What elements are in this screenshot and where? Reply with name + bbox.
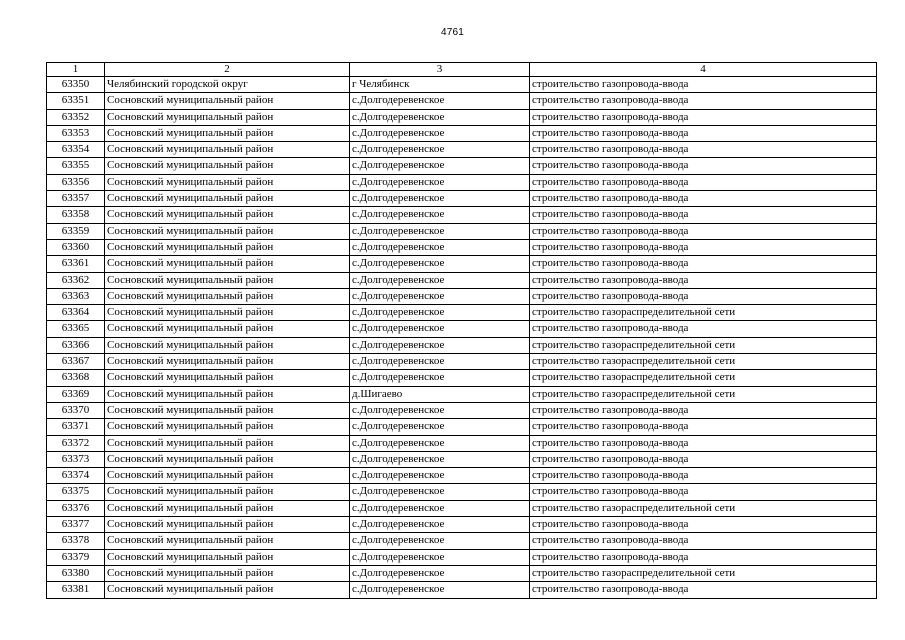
cell-work-type: строительство газораспределительной сети (530, 370, 877, 386)
cell-work-type: строительство газопровода-ввода (530, 419, 877, 435)
cell-work-type: строительство газопровода-ввода (530, 256, 877, 272)
cell-work-type: строительство газораспределительной сети (530, 337, 877, 353)
cell-municipality: Сосновский муниципальный район (105, 582, 350, 598)
cell-municipality: Сосновский муниципальный район (105, 402, 350, 418)
cell-number: 63350 (47, 77, 105, 93)
cell-municipality: Сосновский муниципальный район (105, 191, 350, 207)
cell-number: 63356 (47, 174, 105, 190)
table-row (47, 305, 877, 321)
cell-municipality: Сосновский муниципальный район (105, 337, 350, 353)
cell-settlement: с.Долгодеревенское (350, 272, 530, 288)
cell-work-type: строительство газопровода-ввода (530, 158, 877, 174)
cell-work-type: строительство газопровода-ввода (530, 549, 877, 565)
cell-number: 63364 (47, 305, 105, 321)
cell-settlement: с.Долгодеревенское (350, 533, 530, 549)
table-row (47, 549, 877, 565)
table-row (47, 484, 877, 500)
cell-settlement: с.Долгодеревенское (350, 435, 530, 451)
cell-settlement: с.Долгодеревенское (350, 109, 530, 125)
table-row (47, 451, 877, 467)
table-row (47, 468, 877, 484)
cell-settlement: с.Долгодеревенское (350, 337, 530, 353)
cell-municipality: Сосновский муниципальный район (105, 533, 350, 549)
cell-number: 63379 (47, 549, 105, 565)
cell-municipality: Сосновский муниципальный район (105, 321, 350, 337)
cell-work-type: строительство газопровода-ввода (530, 142, 877, 158)
cell-work-type: строительство газопровода-ввода (530, 174, 877, 190)
cell-number: 63357 (47, 191, 105, 207)
cell-settlement: с.Долгодеревенское (350, 125, 530, 141)
cell-municipality: Сосновский муниципальный район (105, 565, 350, 581)
cell-municipality: Сосновский муниципальный район (105, 288, 350, 304)
cell-municipality: Сосновский муниципальный район (105, 305, 350, 321)
cell-work-type: строительство газопровода-ввода (530, 468, 877, 484)
table-row (47, 174, 877, 190)
table-row (47, 191, 877, 207)
cell-work-type: строительство газопровода-ввода (530, 402, 877, 418)
cell-municipality: Сосновский муниципальный район (105, 125, 350, 141)
table-row (47, 354, 877, 370)
cell-work-type: строительство газопровода-ввода (530, 484, 877, 500)
cell-settlement: с.Долгодеревенское (350, 402, 530, 418)
cell-number: 63377 (47, 517, 105, 533)
cell-work-type: строительство газопровода-ввода (530, 93, 877, 109)
cell-municipality: Сосновский муниципальный район (105, 484, 350, 500)
table-body (47, 77, 877, 599)
cell-work-type: строительство газораспределительной сети (530, 500, 877, 516)
table-row (47, 419, 877, 435)
cell-municipality: Сосновский муниципальный район (105, 370, 350, 386)
table-row (47, 256, 877, 272)
cell-work-type: строительство газопровода-ввода (530, 191, 877, 207)
cell-work-type: строительство газораспределительной сети (530, 565, 877, 581)
cell-settlement: с.Долгодеревенское (350, 191, 530, 207)
cell-settlement: с.Долгодеревенское (350, 582, 530, 598)
cell-work-type: строительство газопровода-ввода (530, 207, 877, 223)
cell-settlement: с.Долгодеревенское (350, 500, 530, 516)
cell-settlement: с.Долгодеревенское (350, 419, 530, 435)
table-row (47, 370, 877, 386)
cell-number: 63367 (47, 354, 105, 370)
table-row (47, 321, 877, 337)
cell-settlement: с.Долгодеревенское (350, 517, 530, 533)
cell-number: 63365 (47, 321, 105, 337)
cell-municipality: Сосновский муниципальный район (105, 223, 350, 239)
cell-number: 63376 (47, 500, 105, 516)
cell-number: 63380 (47, 565, 105, 581)
table-row (47, 582, 877, 598)
cell-municipality: Сосновский муниципальный район (105, 93, 350, 109)
cell-municipality: Челябинский городской округ (105, 77, 350, 93)
cell-work-type: строительство газопровода-ввода (530, 288, 877, 304)
cell-settlement: с.Долгодеревенское (350, 549, 530, 565)
table-row (47, 125, 877, 141)
cell-settlement: с.Долгодеревенское (350, 370, 530, 386)
cell-settlement: с.Долгодеревенское (350, 142, 530, 158)
cell-work-type: строительство газопровода-ввода (530, 77, 877, 93)
cell-number: 63369 (47, 386, 105, 402)
cell-number: 63360 (47, 239, 105, 255)
cell-municipality: Сосновский муниципальный район (105, 142, 350, 158)
table-row (47, 142, 877, 158)
cell-number: 63375 (47, 484, 105, 500)
cell-municipality: Сосновский муниципальный район (105, 451, 350, 467)
cell-work-type: строительство газопровода-ввода (530, 321, 877, 337)
cell-settlement: с.Долгодеревенское (350, 565, 530, 581)
table-header-row (47, 63, 877, 77)
cell-settlement: с.Долгодеревенское (350, 354, 530, 370)
column-header-1: 1 (47, 63, 105, 77)
cell-work-type: строительство газопровода-ввода (530, 239, 877, 255)
cell-municipality: Сосновский муниципальный район (105, 109, 350, 125)
cell-number: 63372 (47, 435, 105, 451)
cell-municipality: Сосновский муниципальный район (105, 517, 350, 533)
table-row (47, 77, 877, 93)
cell-work-type: строительство газопровода-ввода (530, 451, 877, 467)
cell-work-type: строительство газораспределительной сети (530, 354, 877, 370)
cell-number: 63362 (47, 272, 105, 288)
cell-number: 63361 (47, 256, 105, 272)
cell-number: 63358 (47, 207, 105, 223)
cell-municipality: Сосновский муниципальный район (105, 354, 350, 370)
cell-number: 63368 (47, 370, 105, 386)
cell-number: 63366 (47, 337, 105, 353)
cell-work-type: строительство газораспределительной сети (530, 305, 877, 321)
cell-municipality: Сосновский муниципальный район (105, 174, 350, 190)
data-table (46, 62, 877, 599)
table-row (47, 533, 877, 549)
table-row (47, 565, 877, 581)
table-row (47, 435, 877, 451)
cell-settlement: с.Долгодеревенское (350, 239, 530, 255)
cell-number: 63374 (47, 468, 105, 484)
cell-settlement: с.Долгодеревенское (350, 207, 530, 223)
cell-work-type: строительство газораспределительной сети (530, 386, 877, 402)
cell-number: 63373 (47, 451, 105, 467)
cell-number: 63363 (47, 288, 105, 304)
cell-number: 63355 (47, 158, 105, 174)
cell-work-type: строительство газопровода-ввода (530, 517, 877, 533)
cell-settlement: с.Долгодеревенское (350, 256, 530, 272)
cell-work-type: строительство газопровода-ввода (530, 109, 877, 125)
table-row (47, 288, 877, 304)
cell-settlement: с.Долгодеревенское (350, 468, 530, 484)
cell-number: 63370 (47, 402, 105, 418)
cell-municipality: Сосновский муниципальный район (105, 207, 350, 223)
cell-settlement: с.Долгодеревенское (350, 484, 530, 500)
table-row (47, 158, 877, 174)
cell-number: 63353 (47, 125, 105, 141)
page-number: 4761 (440, 27, 465, 38)
cell-settlement: г Челябинск (350, 77, 530, 93)
cell-number: 63378 (47, 533, 105, 549)
cell-work-type: строительство газопровода-ввода (530, 533, 877, 549)
table-row (47, 109, 877, 125)
cell-settlement: д.Шигаево (350, 386, 530, 402)
cell-settlement: с.Долгодеревенское (350, 223, 530, 239)
table-row (47, 207, 877, 223)
table-row (47, 386, 877, 402)
cell-municipality: Сосновский муниципальный район (105, 158, 350, 174)
column-header-2: 2 (105, 63, 350, 77)
cell-number: 63381 (47, 582, 105, 598)
cell-municipality: Сосновский муниципальный район (105, 468, 350, 484)
table-row (47, 337, 877, 353)
cell-municipality: Сосновский муниципальный район (105, 386, 350, 402)
table-row (47, 93, 877, 109)
table-row (47, 239, 877, 255)
cell-work-type: строительство газопровода-ввода (530, 582, 877, 598)
column-header-4: 4 (530, 63, 877, 77)
cell-municipality: Сосновский муниципальный район (105, 500, 350, 516)
cell-settlement: с.Долгодеревенское (350, 305, 530, 321)
table-row (47, 402, 877, 418)
cell-municipality: Сосновский муниципальный район (105, 272, 350, 288)
cell-number: 63359 (47, 223, 105, 239)
table-row (47, 223, 877, 239)
cell-work-type: строительство газопровода-ввода (530, 435, 877, 451)
cell-municipality: Сосновский муниципальный район (105, 435, 350, 451)
cell-work-type: строительство газопровода-ввода (530, 125, 877, 141)
column-header-3: 3 (350, 63, 530, 77)
cell-settlement: с.Долгодеревенское (350, 451, 530, 467)
cell-settlement: с.Долгодеревенское (350, 93, 530, 109)
cell-settlement: с.Долгодеревенское (350, 288, 530, 304)
cell-work-type: строительство газопровода-ввода (530, 272, 877, 288)
cell-settlement: с.Долгодеревенское (350, 158, 530, 174)
table-row (47, 500, 877, 516)
cell-number: 63352 (47, 109, 105, 125)
cell-municipality: Сосновский муниципальный район (105, 239, 350, 255)
table-row (47, 272, 877, 288)
cell-settlement: с.Долгодеревенское (350, 321, 530, 337)
cell-municipality: Сосновский муниципальный район (105, 256, 350, 272)
cell-municipality: Сосновский муниципальный район (105, 419, 350, 435)
cell-municipality: Сосновский муниципальный район (105, 549, 350, 565)
cell-settlement: с.Долгодеревенское (350, 174, 530, 190)
table-row (47, 517, 877, 533)
cell-number: 63354 (47, 142, 105, 158)
cell-number: 63371 (47, 419, 105, 435)
cell-number: 63351 (47, 93, 105, 109)
cell-work-type: строительство газопровода-ввода (530, 223, 877, 239)
